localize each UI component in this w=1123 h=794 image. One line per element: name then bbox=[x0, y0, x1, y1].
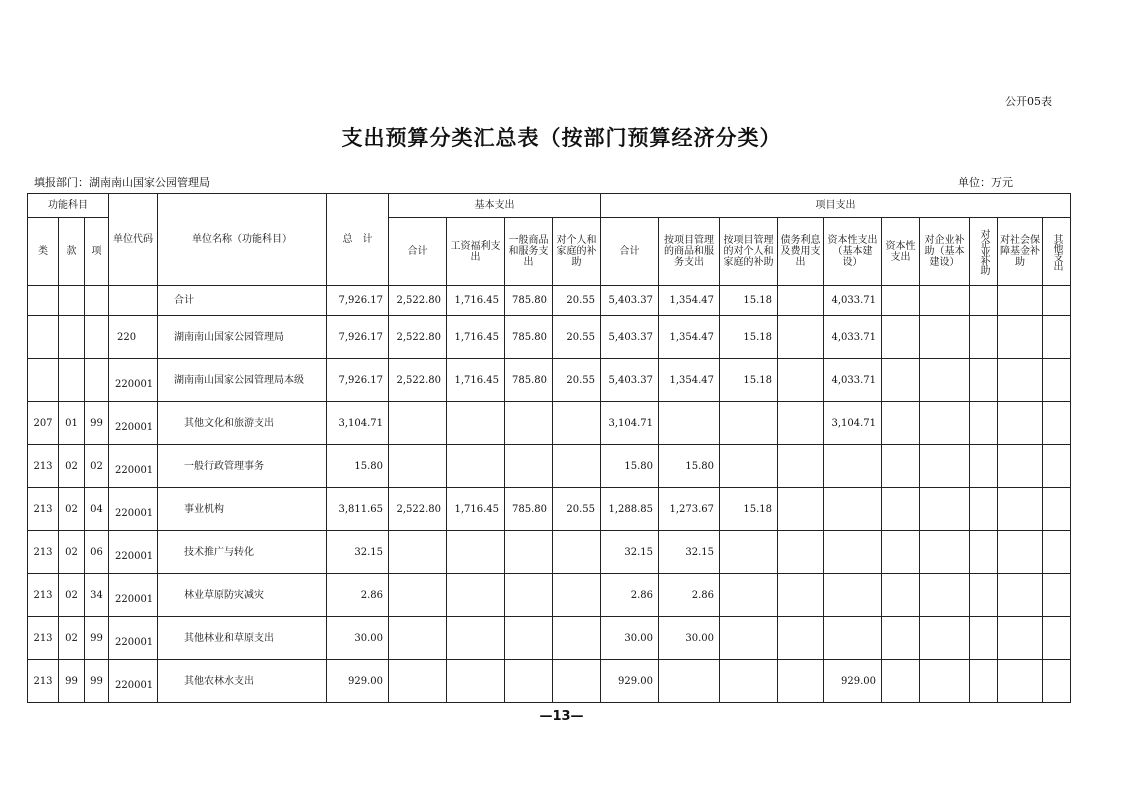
cell-project-goods: 30.00 bbox=[659, 617, 720, 660]
cell-basic-wage bbox=[447, 660, 505, 703]
cell-kuan bbox=[59, 286, 85, 316]
cell-project-capital-basic: 4,033.71 bbox=[824, 286, 882, 316]
cell-kuan: 02 bbox=[59, 531, 85, 574]
header-project-goods: 按项目管理的商品和服务支出 bbox=[659, 218, 720, 286]
cell-project-social bbox=[998, 445, 1043, 488]
header-project-expenditure: 项目支出 bbox=[601, 194, 1071, 218]
cell-basic-wage bbox=[447, 445, 505, 488]
cell-project-total: 929.00 bbox=[601, 660, 659, 703]
cell-project-other bbox=[1043, 402, 1071, 445]
cell-project-debt bbox=[778, 445, 824, 488]
cell-project-enterprise-basic bbox=[920, 316, 970, 359]
header-unit-name: 单位名称（功能科目） bbox=[158, 194, 327, 286]
cell-project-goods: 32.15 bbox=[659, 531, 720, 574]
cell-basic-goods bbox=[505, 574, 553, 617]
cell-project-enterprise bbox=[970, 660, 998, 703]
cell-basic-total bbox=[389, 531, 447, 574]
cell-basic-total: 2,522.80 bbox=[389, 286, 447, 316]
cell-kuan bbox=[59, 316, 85, 359]
table-row bbox=[28, 402, 1071, 445]
cell-total: 7,926.17 bbox=[327, 359, 389, 402]
cell-project-goods: 1,354.47 bbox=[659, 316, 720, 359]
cell-basic-total: 2,522.80 bbox=[389, 316, 447, 359]
cell-project-enterprise bbox=[970, 617, 998, 660]
cell-project-capital-basic: 4,033.71 bbox=[824, 359, 882, 402]
cell-xiang: 99 bbox=[85, 660, 109, 703]
cell-basic-total bbox=[389, 445, 447, 488]
header-unit-code: 单位代码 bbox=[109, 194, 158, 286]
header-func-subject: 功能科目 bbox=[28, 194, 109, 218]
cell-project-enterprise-basic bbox=[920, 488, 970, 531]
table-row bbox=[28, 617, 1071, 660]
cell-xiang: 06 bbox=[85, 531, 109, 574]
cell-project-debt bbox=[778, 617, 824, 660]
cell-project-personal: 15.18 bbox=[720, 359, 778, 402]
cell-project-total: 30.00 bbox=[601, 617, 659, 660]
cell-total: 15.80 bbox=[327, 445, 389, 488]
cell-project-capital bbox=[882, 359, 920, 402]
cell-project-capital bbox=[882, 488, 920, 531]
cell-project-enterprise-basic bbox=[920, 402, 970, 445]
cell-basic-personal: 20.55 bbox=[553, 488, 601, 531]
cell-xiang: 99 bbox=[85, 402, 109, 445]
currency-unit: 单位：万元 bbox=[958, 176, 1013, 189]
cell-basic-total bbox=[389, 402, 447, 445]
header-project-capital-basic: 资本性支出（基本建设） bbox=[824, 218, 882, 286]
reporting-department: 填报部门：湖南南山国家公园管理局 bbox=[34, 176, 210, 189]
cell-project-total: 2.86 bbox=[601, 574, 659, 617]
cell-kuan: 01 bbox=[59, 402, 85, 445]
cell-project-debt bbox=[778, 660, 824, 703]
cell-total: 3,104.71 bbox=[327, 402, 389, 445]
cell-name: 事业机构 bbox=[158, 488, 327, 531]
cell-basic-wage bbox=[447, 574, 505, 617]
cell-project-enterprise-basic bbox=[920, 617, 970, 660]
cell-project-enterprise bbox=[970, 531, 998, 574]
cell-project-enterprise-basic bbox=[920, 359, 970, 402]
cell-project-debt bbox=[778, 359, 824, 402]
cell-basic-wage: 1,716.45 bbox=[447, 488, 505, 531]
cell-project-social bbox=[998, 402, 1043, 445]
cell-project-social bbox=[998, 574, 1043, 617]
cell-xiang: 34 bbox=[85, 574, 109, 617]
cell-project-enterprise bbox=[970, 488, 998, 531]
header-total: 总 计 bbox=[327, 194, 389, 286]
cell-project-goods: 15.80 bbox=[659, 445, 720, 488]
cell-project-capital bbox=[882, 286, 920, 316]
cell-project-social bbox=[998, 531, 1043, 574]
cell-project-goods bbox=[659, 660, 720, 703]
cell-project-personal: 15.18 bbox=[720, 316, 778, 359]
cell-project-capital-basic bbox=[824, 531, 882, 574]
cell-project-total: 32.15 bbox=[601, 531, 659, 574]
cell-project-total: 5,403.37 bbox=[601, 286, 659, 316]
cell-project-capital-basic: 4,033.71 bbox=[824, 316, 882, 359]
cell-basic-goods: 785.80 bbox=[505, 488, 553, 531]
cell-code: 220001 bbox=[109, 531, 158, 574]
cell-project-social bbox=[998, 286, 1043, 316]
cell-project-enterprise-basic bbox=[920, 574, 970, 617]
cell-basic-personal: 20.55 bbox=[553, 316, 601, 359]
cell-total: 32.15 bbox=[327, 531, 389, 574]
cell-project-goods: 2.86 bbox=[659, 574, 720, 617]
cell-lei: 213 bbox=[28, 445, 59, 488]
cell-code: 220001 bbox=[109, 359, 158, 402]
cell-kuan: 99 bbox=[59, 660, 85, 703]
cell-project-capital bbox=[882, 445, 920, 488]
cell-basic-wage: 1,716.45 bbox=[447, 316, 505, 359]
cell-basic-personal bbox=[553, 445, 601, 488]
table-row bbox=[28, 286, 1071, 316]
cell-project-enterprise bbox=[970, 445, 998, 488]
cell-code: 220001 bbox=[109, 445, 158, 488]
cell-project-other bbox=[1043, 359, 1071, 402]
cell-kuan bbox=[59, 359, 85, 402]
header-basic-expenditure: 基本支出 bbox=[389, 194, 601, 218]
cell-project-debt bbox=[778, 488, 824, 531]
cell-basic-total: 2,522.80 bbox=[389, 359, 447, 402]
cell-basic-goods bbox=[505, 617, 553, 660]
cell-basic-goods: 785.80 bbox=[505, 316, 553, 359]
cell-basic-goods: 785.80 bbox=[505, 286, 553, 316]
cell-basic-wage bbox=[447, 617, 505, 660]
table-row bbox=[28, 488, 1071, 531]
cell-kuan: 02 bbox=[59, 445, 85, 488]
cell-name: 其他林业和草原支出 bbox=[158, 617, 327, 660]
cell-name: 其他文化和旅游支出 bbox=[158, 402, 327, 445]
cell-project-goods bbox=[659, 402, 720, 445]
cell-name: 湖南南山国家公园管理局 bbox=[158, 316, 327, 359]
cell-code: 220001 bbox=[109, 574, 158, 617]
cell-project-capital-basic: 929.00 bbox=[824, 660, 882, 703]
cell-project-social bbox=[998, 316, 1043, 359]
table-row bbox=[28, 445, 1071, 488]
header-kuan: 款 bbox=[59, 218, 85, 286]
cell-project-debt bbox=[778, 286, 824, 316]
cell-project-debt bbox=[778, 402, 824, 445]
cell-xiang bbox=[85, 359, 109, 402]
cell-project-total: 5,403.37 bbox=[601, 316, 659, 359]
cell-basic-wage bbox=[447, 531, 505, 574]
header-basic-goods: 一般商品和服务支出 bbox=[505, 218, 553, 286]
cell-project-goods: 1,354.47 bbox=[659, 359, 720, 402]
cell-lei: 213 bbox=[28, 488, 59, 531]
cell-project-enterprise-basic bbox=[920, 531, 970, 574]
table-row bbox=[28, 531, 1071, 574]
cell-basic-total: 2,522.80 bbox=[389, 488, 447, 531]
cell-lei bbox=[28, 316, 59, 359]
cell-project-other bbox=[1043, 445, 1071, 488]
page-title: 支出预算分类汇总表（按部门预算经济分类） bbox=[341, 125, 782, 150]
header-basic-total: 合计 bbox=[389, 218, 447, 286]
table-row bbox=[28, 660, 1071, 703]
cell-basic-personal bbox=[553, 617, 601, 660]
cell-xiang: 04 bbox=[85, 488, 109, 531]
cell-basic-personal bbox=[553, 531, 601, 574]
cell-basic-wage: 1,716.45 bbox=[447, 359, 505, 402]
cell-project-debt bbox=[778, 316, 824, 359]
cell-lei bbox=[28, 359, 59, 402]
cell-project-capital-basic bbox=[824, 488, 882, 531]
cell-basic-personal bbox=[553, 660, 601, 703]
cell-project-enterprise bbox=[970, 359, 998, 402]
cell-name: 技术推广与转化 bbox=[158, 531, 327, 574]
cell-project-goods: 1,273.67 bbox=[659, 488, 720, 531]
cell-project-capital bbox=[882, 660, 920, 703]
cell-project-capital bbox=[882, 316, 920, 359]
cell-project-other bbox=[1043, 286, 1071, 316]
header-project-personal: 按项目管理的对个人和家庭的补助 bbox=[720, 218, 778, 286]
cell-lei bbox=[28, 286, 59, 316]
cell-total: 7,926.17 bbox=[327, 286, 389, 316]
header-lei: 类 bbox=[28, 218, 59, 286]
header-basic-personal: 对个人和家庭的补助 bbox=[553, 218, 601, 286]
header-project-enterprise-basic: 对企业补助（基本建设） bbox=[920, 218, 970, 286]
header-project-capital: 资本性支出 bbox=[882, 218, 920, 286]
header-project-total: 合计 bbox=[601, 218, 659, 286]
form-code: 公开05表 bbox=[1005, 95, 1052, 108]
cell-code bbox=[109, 286, 158, 316]
cell-project-enterprise bbox=[970, 402, 998, 445]
cell-code: 220001 bbox=[109, 488, 158, 531]
cell-xiang: 99 bbox=[85, 617, 109, 660]
cell-kuan: 02 bbox=[59, 617, 85, 660]
cell-total: 929.00 bbox=[327, 660, 389, 703]
cell-code: 220001 bbox=[109, 617, 158, 660]
cell-lei: 207 bbox=[28, 402, 59, 445]
cell-name: 林业草原防灾减灾 bbox=[158, 574, 327, 617]
cell-kuan: 02 bbox=[59, 488, 85, 531]
cell-basic-personal: 20.55 bbox=[553, 359, 601, 402]
cell-xiang: 02 bbox=[85, 445, 109, 488]
cell-xiang bbox=[85, 286, 109, 316]
cell-project-debt bbox=[778, 574, 824, 617]
cell-name: 湖南南山国家公园管理局本级 bbox=[158, 359, 327, 402]
cell-project-total: 15.80 bbox=[601, 445, 659, 488]
cell-project-other bbox=[1043, 531, 1071, 574]
cell-basic-goods bbox=[505, 402, 553, 445]
cell-xiang bbox=[85, 316, 109, 359]
cell-project-social bbox=[998, 660, 1043, 703]
cell-project-other bbox=[1043, 617, 1071, 660]
cell-project-capital-basic: 3,104.71 bbox=[824, 402, 882, 445]
cell-project-other bbox=[1043, 660, 1071, 703]
cell-basic-wage bbox=[447, 402, 505, 445]
header-project-debt: 债务利息及费用支出 bbox=[778, 218, 824, 286]
cell-total: 2.86 bbox=[327, 574, 389, 617]
cell-lei: 213 bbox=[28, 574, 59, 617]
cell-project-enterprise-basic bbox=[920, 286, 970, 316]
budget-table bbox=[27, 193, 1071, 703]
cell-kuan: 02 bbox=[59, 574, 85, 617]
cell-project-goods: 1,354.47 bbox=[659, 286, 720, 316]
page-number: —13— bbox=[539, 709, 584, 724]
cell-project-social bbox=[998, 359, 1043, 402]
cell-basic-personal bbox=[553, 574, 601, 617]
cell-basic-goods bbox=[505, 445, 553, 488]
cell-project-personal: 15.18 bbox=[720, 488, 778, 531]
cell-basic-personal: 20.55 bbox=[553, 286, 601, 316]
cell-basic-total bbox=[389, 574, 447, 617]
cell-project-social bbox=[998, 488, 1043, 531]
cell-total: 30.00 bbox=[327, 617, 389, 660]
cell-project-capital-basic bbox=[824, 617, 882, 660]
cell-project-personal: 15.18 bbox=[720, 286, 778, 316]
cell-project-enterprise bbox=[970, 316, 998, 359]
cell-basic-total bbox=[389, 660, 447, 703]
cell-lei: 213 bbox=[28, 617, 59, 660]
cell-project-enterprise bbox=[970, 574, 998, 617]
cell-project-enterprise-basic bbox=[920, 660, 970, 703]
cell-code: 220 bbox=[109, 316, 158, 359]
cell-basic-goods: 785.80 bbox=[505, 359, 553, 402]
cell-project-personal bbox=[720, 531, 778, 574]
cell-project-capital bbox=[882, 402, 920, 445]
cell-project-enterprise-basic bbox=[920, 445, 970, 488]
header-basic-wage: 工资福利支出 bbox=[447, 218, 505, 286]
cell-project-capital bbox=[882, 617, 920, 660]
cell-project-personal bbox=[720, 617, 778, 660]
cell-code: 220001 bbox=[109, 660, 158, 703]
cell-project-total: 3,104.71 bbox=[601, 402, 659, 445]
header-project-enterprise: 对企业补助 bbox=[970, 218, 998, 286]
header-project-other: 其他支出 bbox=[1043, 218, 1071, 286]
cell-basic-personal bbox=[553, 402, 601, 445]
cell-name: 一般行政管理事务 bbox=[158, 445, 327, 488]
table-row bbox=[28, 316, 1071, 359]
cell-project-personal bbox=[720, 660, 778, 703]
cell-lei: 213 bbox=[28, 531, 59, 574]
cell-project-social bbox=[998, 617, 1043, 660]
cell-basic-goods bbox=[505, 531, 553, 574]
cell-project-debt bbox=[778, 531, 824, 574]
cell-project-personal bbox=[720, 445, 778, 488]
cell-project-capital bbox=[882, 574, 920, 617]
cell-total: 3,811.65 bbox=[327, 488, 389, 531]
cell-project-enterprise bbox=[970, 286, 998, 316]
cell-project-capital-basic bbox=[824, 445, 882, 488]
cell-project-capital bbox=[882, 531, 920, 574]
cell-name: 合计 bbox=[158, 286, 327, 316]
table-row bbox=[28, 359, 1071, 402]
cell-project-total: 5,403.37 bbox=[601, 359, 659, 402]
cell-basic-wage: 1,716.45 bbox=[447, 286, 505, 316]
cell-project-other bbox=[1043, 488, 1071, 531]
cell-basic-total bbox=[389, 617, 447, 660]
cell-project-total: 1,288.85 bbox=[601, 488, 659, 531]
cell-basic-goods bbox=[505, 660, 553, 703]
header-project-social: 对社会保障基金补助 bbox=[998, 218, 1043, 286]
cell-project-other bbox=[1043, 316, 1071, 359]
cell-name: 其他农林水支出 bbox=[158, 660, 327, 703]
header-xiang: 项 bbox=[85, 218, 109, 286]
cell-total: 7,926.17 bbox=[327, 316, 389, 359]
table-row bbox=[28, 574, 1071, 617]
cell-code: 220001 bbox=[109, 402, 158, 445]
cell-project-other bbox=[1043, 574, 1071, 617]
cell-project-personal bbox=[720, 402, 778, 445]
cell-project-personal bbox=[720, 574, 778, 617]
cell-project-capital-basic bbox=[824, 574, 882, 617]
cell-lei: 213 bbox=[28, 660, 59, 703]
